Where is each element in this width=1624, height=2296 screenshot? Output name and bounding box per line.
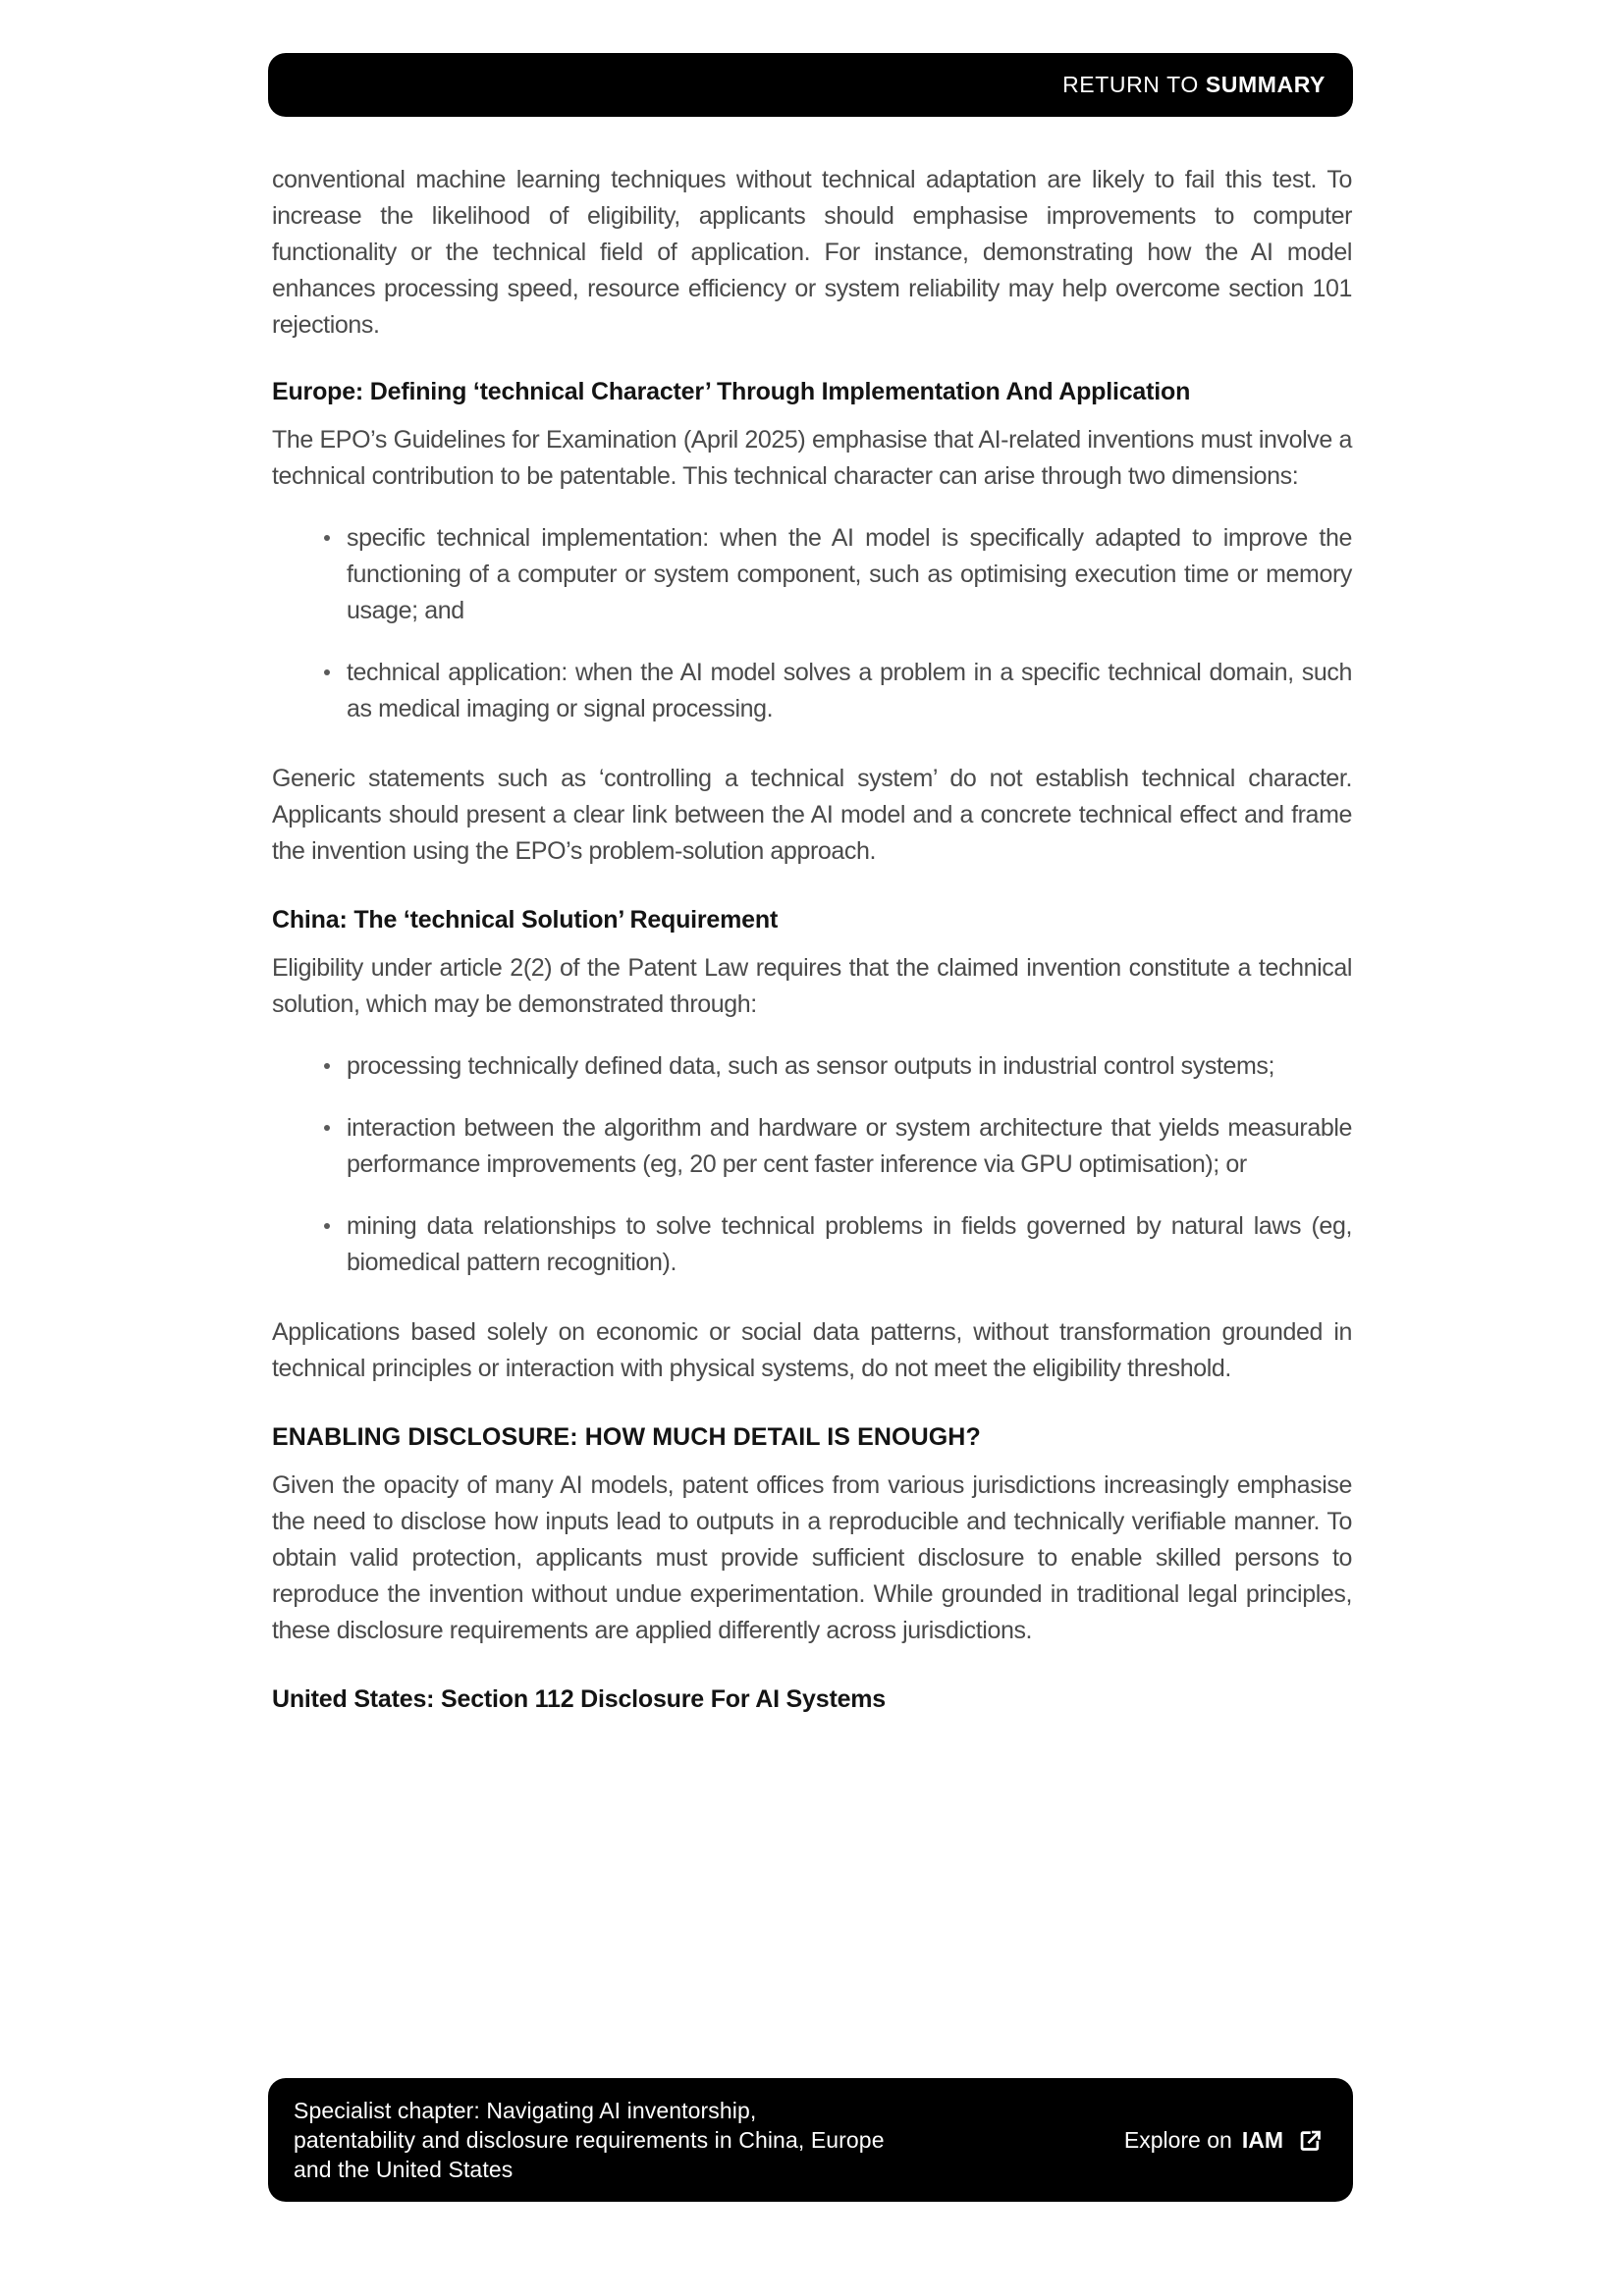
footer-chapter-line-3: and the United States [294,2157,514,2182]
footer-bar [268,2078,1353,2202]
explore-on-text: Explore on [1123,2126,1232,2153]
list-item-technical-application [272,655,1352,727]
heading-enabling-disclosure: ENABLING DISCLOSURE: HOW MUCH DETAIL IS ENOUGH? [272,1423,981,1451]
bullet-dot-icon [324,535,330,541]
china-bullet-list [272,1048,1352,1281]
bullet-dot-icon [324,669,330,675]
article-content [272,162,1352,1730]
bullet-dot-icon [324,1125,330,1131]
footer-chapter-line-2: patentability and disclosure requirements in China, Europe [294,2127,885,2153]
list-item-algorithm-hardware-interaction [272,1110,1352,1183]
list-item-specific-technical-implementation [272,520,1352,629]
heading-china-technical-solution: China: The ‘technical Solution’ Requirement [272,906,779,934]
bullet-text: mining data relationships to solve technical problems in fields governed by natural laws (eg, biomedical pattern recognition). [347,1212,1352,1276]
return-to-text: RETURN TO [1062,72,1199,97]
return-to-summary-button[interactable] [268,53,1353,117]
paragraph-disclosure-intro: Given the opacity of many AI models, patent offices from various jurisdictions increasingly emphasise the need to disclose how inputs lead to outputs in a reproducible and technically verifiable manner. To obtain valid protection, applicants must provide sufficient disclosure to enable skilled persons to reproduce the invention without undue experimentation. While grounded in traditional legal principles, these disclosure requirements are applied differently across jurisdictions. [272,1471,1352,1644]
bullet-text: interaction between the algorithm and hardware or system architecture that yields measurable performance improvements (eg, 20 per cent faster inference via GPU optimisation); or [347,1114,1352,1178]
explore-on-iam-link[interactable] [1124,2127,1324,2154]
paragraph-europe-intro: The EPO’s Guidelines for Examination (April 2025) emphasise that AI-related inventions must involve a technical contribution to be patentable. This technical character can arise through two dimensions: [272,426,1352,490]
iam-brand-text: IAM [1241,2126,1283,2153]
heading-united-states-section-112: United States: Section 112 Disclosure For AI Systems [272,1685,887,1713]
bullet-text: technical application: when the AI model solves a problem in a specific technical domain, such as medical imaging or signal processing. [347,659,1352,722]
heading-europe-technical-character: Europe: Defining ‘technical Character’ Through Implementation And Application [272,378,1191,405]
paragraph-china-outro: Applications based solely on economic or social data patterns, without transformation grounded in technical principles or interaction with physical systems, do not meet the eligibility threshold. [272,1318,1352,1382]
footer-chapter-line-1: Specialist chapter: Navigating AI inventorship, [294,2098,757,2123]
bullet-dot-icon [324,1063,330,1069]
list-item-processing-data [272,1048,1352,1085]
paragraph-europe-outro: Generic statements such as ‘controlling a technical system’ do not establish technical character. Applicants should present a clear link between the AI model and a concrete technical effect and frame the invention using the EPO’s problem-solution approach. [272,765,1352,865]
bullet-text: specific technical implementation: when the AI model is specifically adapted to improve the functioning of a computer or system component, such as optimising execution time or memory usage; and [347,524,1352,624]
summary-text: SUMMARY [1205,72,1326,97]
list-item-mining-data-relationships [272,1208,1352,1281]
external-link-icon [1297,2127,1324,2154]
return-to-summary-label [1062,72,1326,98]
bullet-text: processing technically defined data, such as sensor outputs in industrial control systems; [347,1052,1275,1080]
paragraph-us-eligibility-tail: conventional machine learning techniques without technical adaptation are likely to fail this test. To increase the likelihood of eligibility, applicants should emphasise improvements to computer functionality or the technical field of application. For instance, demonstrating how the AI model enhances processing speed, resource efficiency or system reliability may help overcome section 101 rejections. [272,166,1352,339]
footer-chapter-title [294,2096,885,2184]
bullet-dot-icon [324,1223,330,1229]
europe-bullet-list [272,520,1352,727]
paragraph-china-intro: Eligibility under article 2(2) of the Patent Law requires that the claimed invention constitute a technical solution, which may be demonstrated through: [272,954,1352,1018]
